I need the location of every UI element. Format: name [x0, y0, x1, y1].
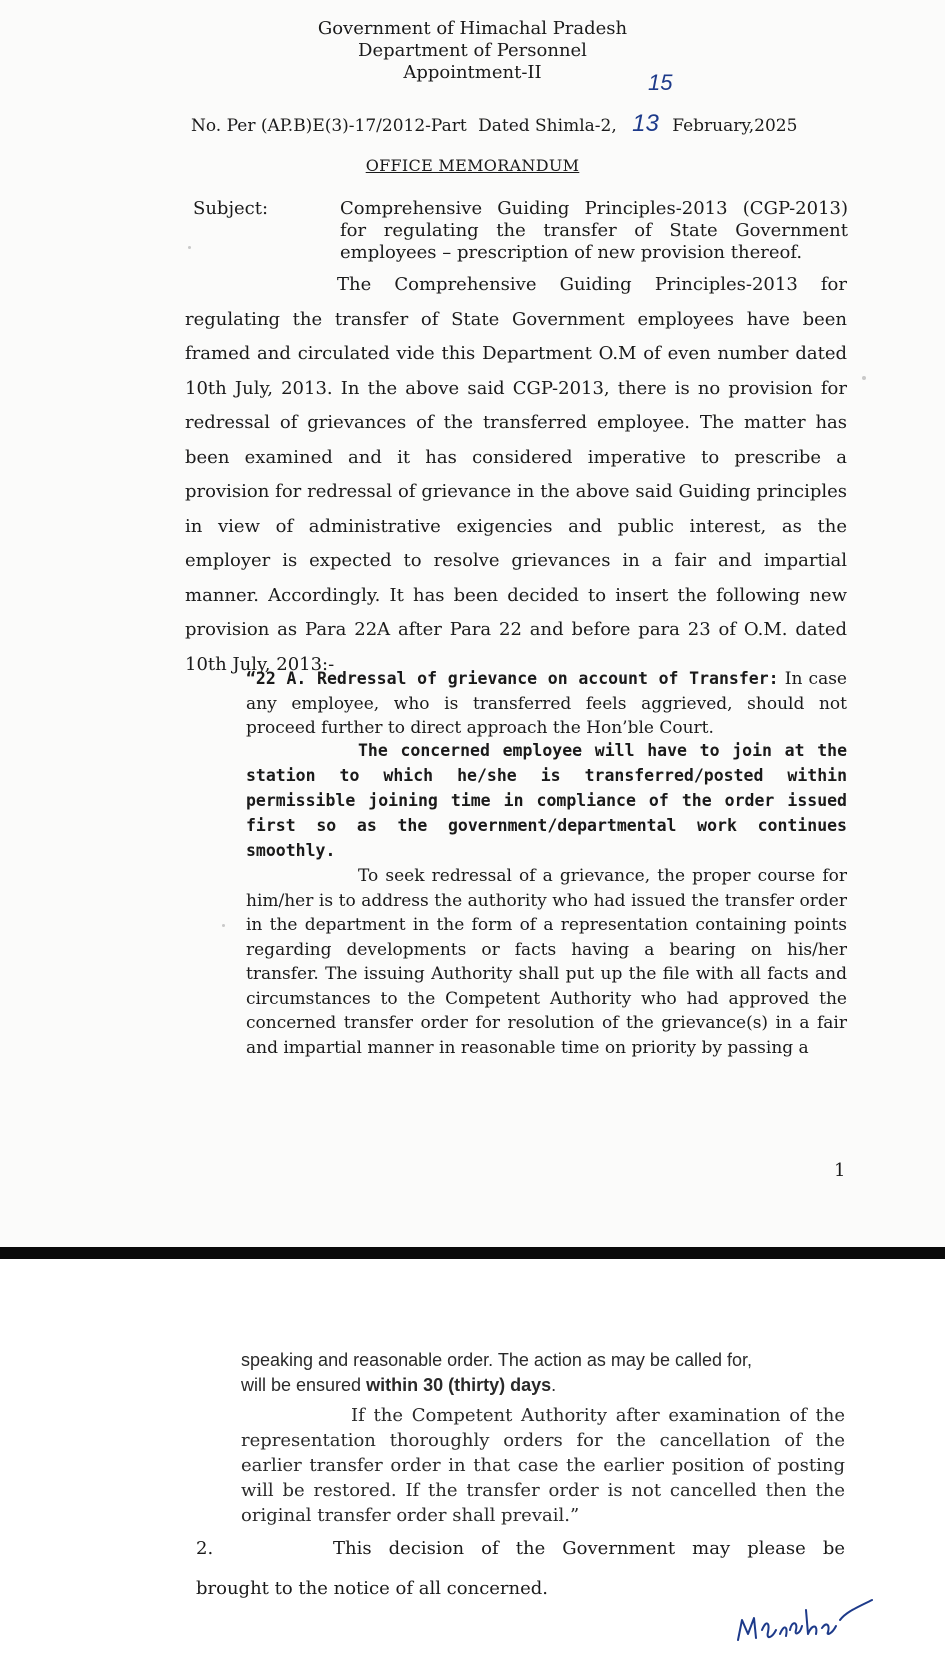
continuation-line-2 — [241, 1373, 845, 1398]
reference-number: No. Per (AP.B)E(3)-17/2012-Part — [191, 116, 467, 136]
handwritten-signature — [732, 1590, 882, 1650]
para-2-number: 2. — [196, 1538, 214, 1559]
memo-title: OFFICE MEMORANDUM — [365, 156, 580, 175]
cancellation-paragraph: If the Competent Authority after examination of the representation thoroughly orders for the cancellation of the earlier transfer order in that case the earlier position of posting will be restored. If the transfer order is not cancelled then the original transfer order shall prevail.” — [241, 1405, 845, 1526]
deadline-bold: within 30 (thirty) days — [366, 1375, 552, 1395]
quote-redressal-paragraph: To seek redressal of a grievance, the proper course for him/her is to address the authority who had issued the transfer order in the department in the form of a representation containing points regarding developments or facts having a bearing on his/her transfer. The issuing Authority shall put up the file with all facts and circumstances to the Competent Authority who had approved the concerned transfer order for resolution of the grievance(s) in a fair and impartial manner in reasonable time on priority by passing a — [246, 866, 847, 1058]
quote-heading-rest: In case any employee, who is transferred feels aggrieved, should not proceed further to direct approach the Hon’ble Court. — [246, 669, 847, 738]
scan-speck — [222, 924, 225, 927]
govt-header: Government of Himachal Pradesh — [317, 18, 628, 39]
handwritten-date-correction: 15 — [648, 70, 673, 95]
para-2-text: This decision of the Government may please be — [333, 1538, 845, 1559]
para-2-continuation: brought to the notice of all concerned. — [196, 1578, 549, 1599]
subject-text: Comprehensive Guiding Principles-2013 (CGP-2013) for regulating the transfer of State Government employees – prescription of new provision thereof. — [340, 198, 848, 263]
handwritten-day: 13 — [632, 110, 659, 137]
scan-speck — [188, 246, 191, 249]
reference-line — [191, 110, 797, 138]
quote-bold-paragraph: The concerned employee will have to join at the station to which he/she is transferred/posted within permissible joining time in compliance of the order issued first so as the government/departmental work continues smoothly. — [246, 741, 847, 860]
month-year: February,2025 — [672, 116, 798, 136]
dated-prefix: Dated Shimla-2, — [478, 116, 617, 136]
page-number: 1 — [834, 1160, 846, 1181]
scan-speck — [862, 376, 866, 380]
subject-label: Subject: — [193, 198, 269, 219]
department-header: Department of Personnel — [358, 40, 587, 61]
page-separator — [0, 1247, 945, 1259]
body-paragraph-1: The Comprehensive Guiding Principles-2013 for regulating the transfer of State Government employees have been framed and circulated vide this Department O.M of even number dated 10th July, 2013. In the above said CGP-2013, there is no provision for redressal of grievances of the transferred employee. The matter has been examined and it has considered imperative to prescribe a provision for redressal of grievance in the above said Guiding principles in view of administrative exigencies and public interest, as the employer is expected to resolve grievances in a fair and impartial manner. Accordingly. It has been decided to insert the following new provision as Para 22A after Para 22 and before para 23 of O.M. dated 10th July, 2013:- — [185, 274, 847, 675]
continuation-line-1: speaking and reasonable order. The action as may be called for, — [241, 1350, 752, 1370]
continuation-prefix: will be ensured — [241, 1375, 367, 1395]
quote-para-22a — [246, 666, 847, 741]
quote-heading: “22 A. Redressal of grievance on account of Transfer: — [246, 669, 779, 688]
section-header: Appointment-II — [403, 62, 542, 83]
continuation-suffix: . — [551, 1375, 557, 1395]
